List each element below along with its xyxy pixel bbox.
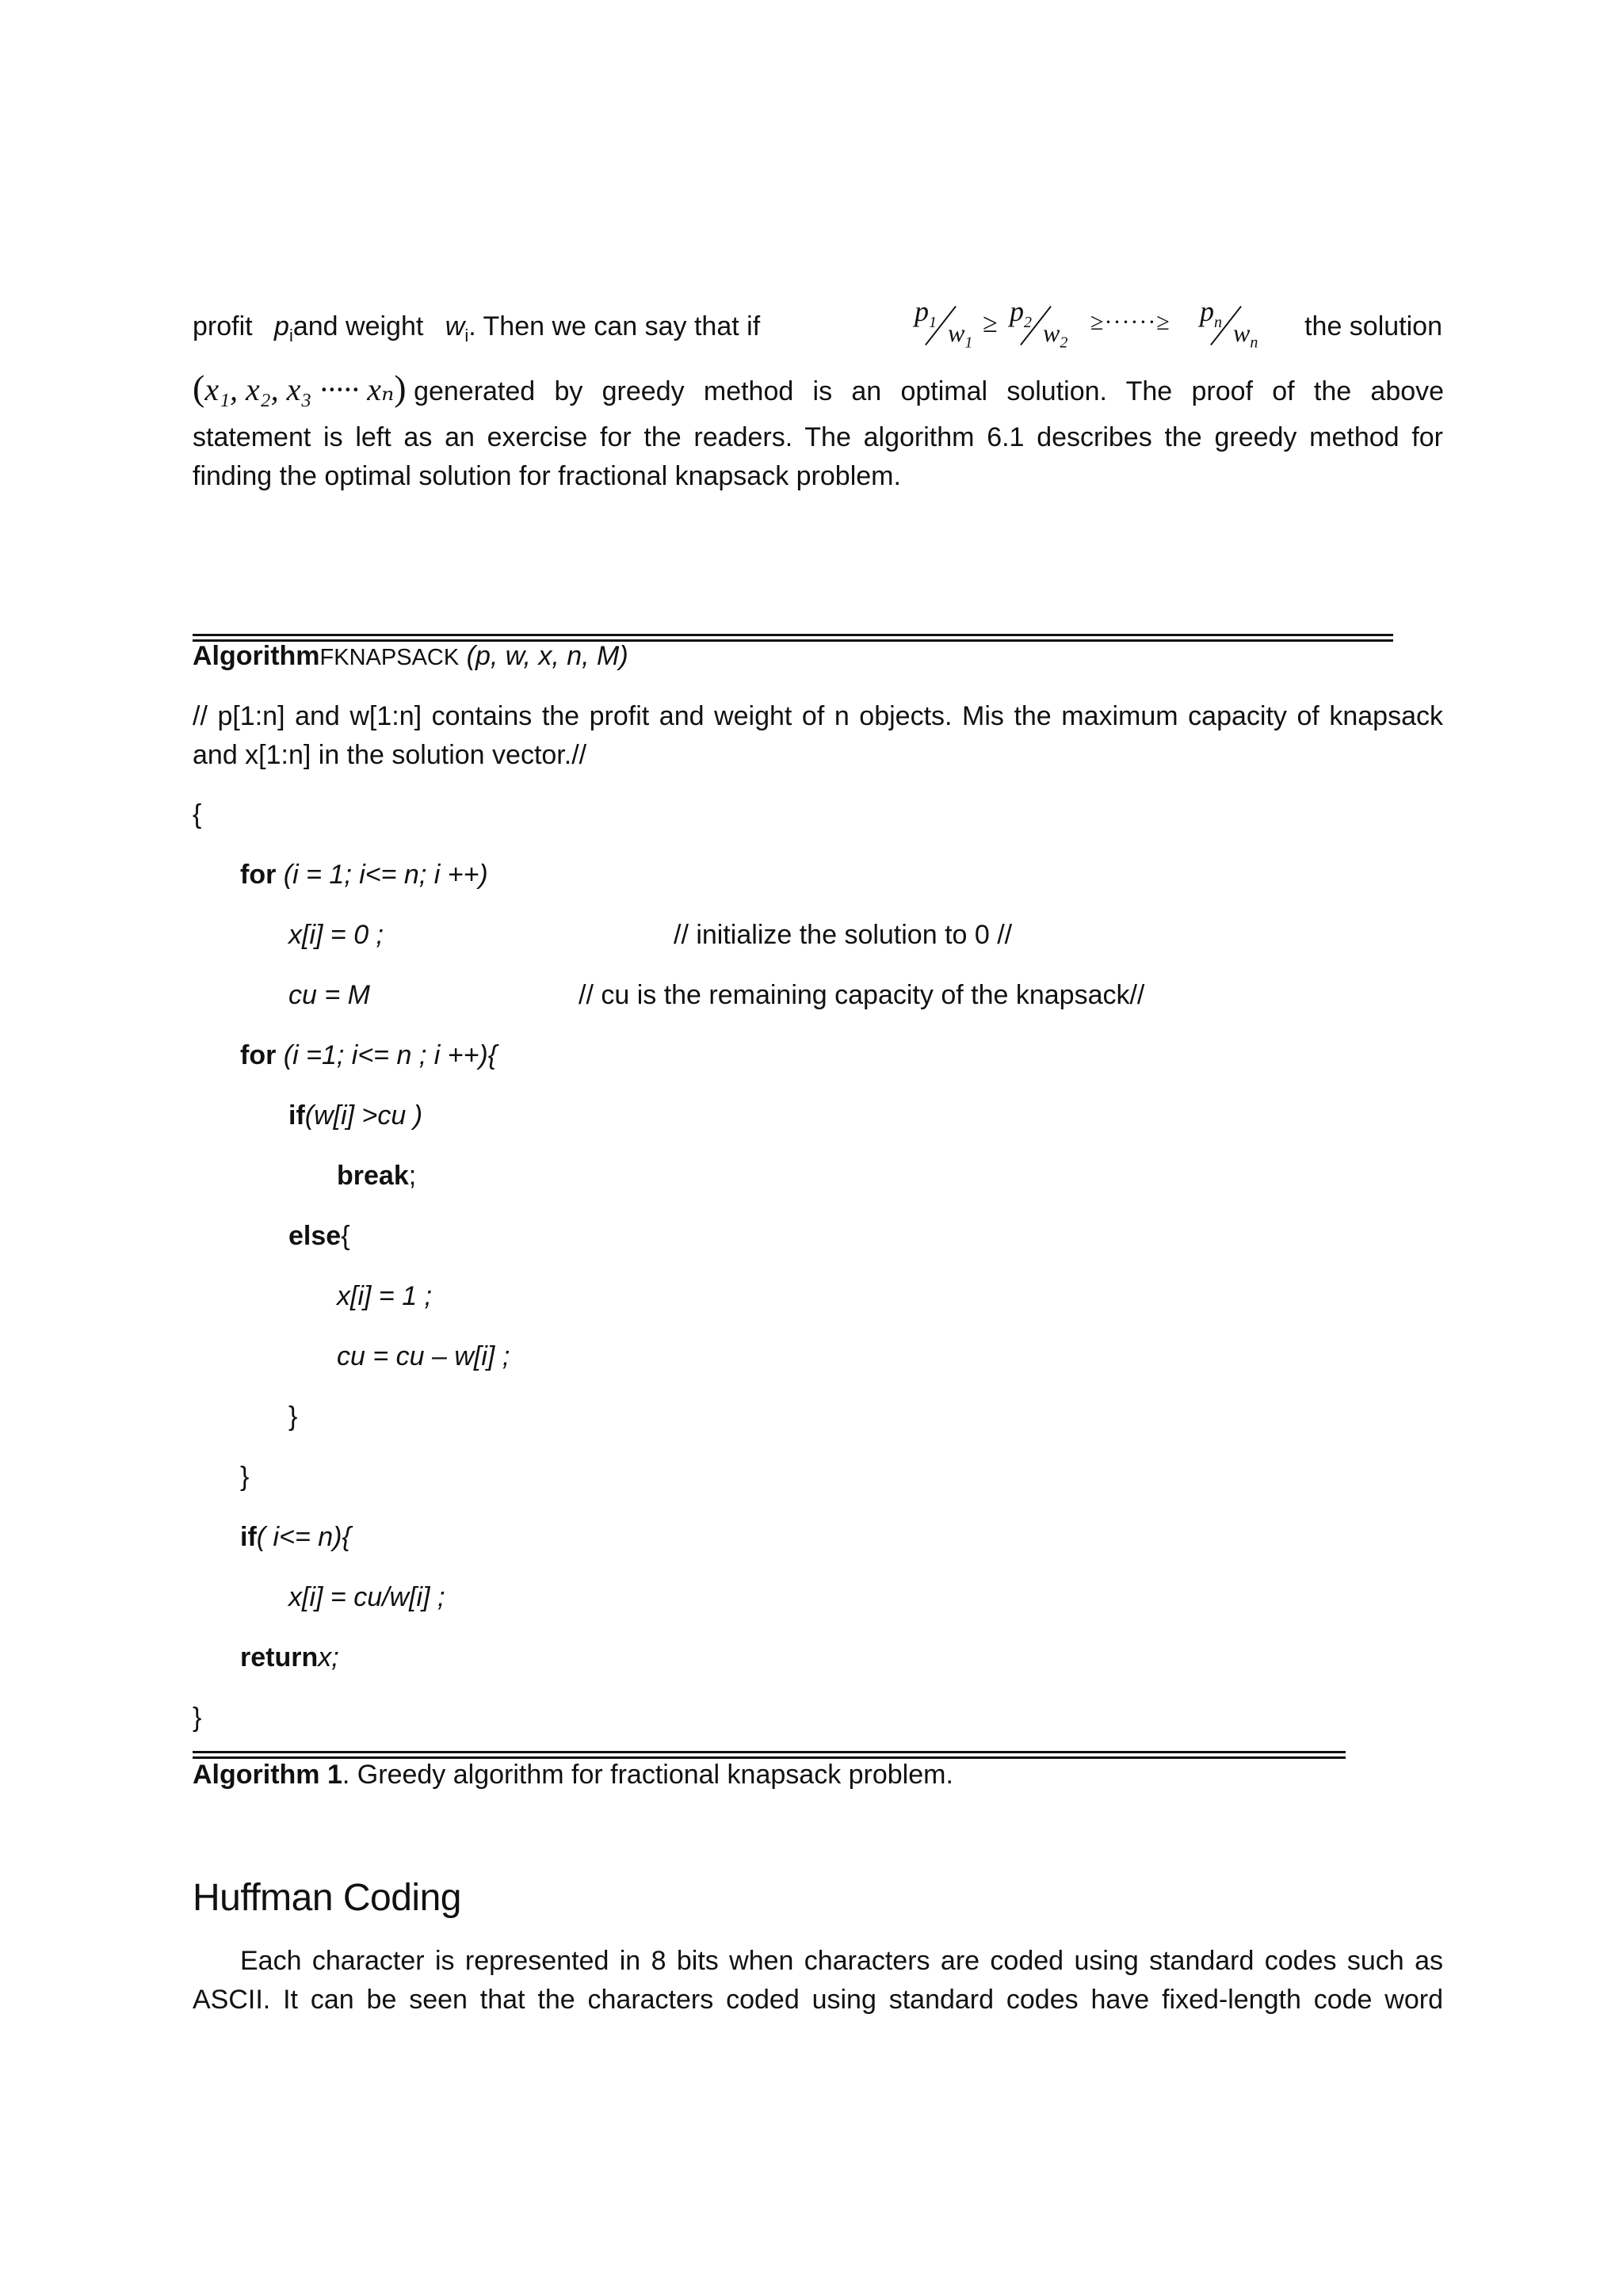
if-2-cond: ( i<= n){ [256, 1522, 351, 1552]
algorithm-header [193, 640, 628, 673]
intro-line-2 [193, 368, 1445, 408]
assign-x-fraction: x[i] = cu/w[i] ; [288, 1582, 445, 1612]
assign-x-zero: x[i] = 0 ; [288, 920, 384, 950]
else-statement: else{ [288, 1221, 350, 1251]
kw-for-1: for [240, 860, 277, 890]
close-for-brace: } [240, 1462, 250, 1492]
return-statement: returnx; [240, 1642, 339, 1672]
intro-sub-i: i [288, 325, 293, 345]
for-loop-2-cond: (i =1; i<= n ; i ++){ [283, 1040, 498, 1070]
open-brace: { [193, 799, 202, 830]
intro-line-4: finding the optimal solution for fractional knapsack problem. [193, 461, 901, 491]
fraction-p2-w2: $p_2$ $w_2$ [1010, 296, 1068, 352]
close-else-brace: } [288, 1402, 298, 1432]
kw-if-1: if [288, 1100, 305, 1131]
intro-then-clause: . Then we can say that if [468, 311, 761, 341]
intro-sub-i2: i [464, 325, 469, 345]
geq-symbol: ≥ [983, 309, 998, 338]
intro-word-profit: profit [193, 311, 253, 341]
algorithm-name: FKNAPSACK [319, 645, 460, 670]
kw-else: else [288, 1221, 342, 1251]
ratio-inequality [903, 295, 1284, 358]
algorithm-args: (p, w, x, n, M) [466, 641, 628, 671]
fraction-pn-wn: $p_n$ $w_n$ [1200, 296, 1258, 352]
section-paragraph-1: Each character is represented in 8 bits when characters are coded using standard codes such as [240, 1946, 1443, 1976]
assign-cu: cu = M [288, 980, 370, 1010]
intro-var-p: p [274, 311, 289, 341]
for-loop-2 [240, 1039, 497, 1071]
geq-dots: ≥······≥ [1090, 309, 1170, 335]
fraction-p1-w1: $p_1$ $w_1$ [915, 296, 973, 352]
kw-break: break [337, 1161, 409, 1191]
if-statement-1 [288, 1100, 422, 1131]
comment-cu: // cu is the remaining capacity of the knapsack// [579, 980, 1145, 1010]
intro-and-weight: and weight [292, 311, 424, 341]
intro-the-solution: the solution [1304, 311, 1442, 341]
solution-vector: (x₁, x₂, x₃ ····· xₙ) [193, 368, 407, 408]
intro-generated-text: generated by greedy method is an optimal solution. The proof of the above [414, 376, 1445, 406]
kw-return: return [240, 1642, 319, 1672]
assign-x-one: x[i] = 1 ; [337, 1281, 432, 1311]
comment-initialize: // initialize the solution to 0 // [674, 920, 1013, 950]
if-1-cond: (w[i] >cu ) [304, 1100, 423, 1131]
assign-cu-minus: cu = cu – w[i] ; [337, 1341, 510, 1371]
kw-for-2: for [240, 1040, 277, 1070]
caption-label: Algorithm 1 [193, 1760, 342, 1790]
for-loop-1-cond: (i = 1; i<= n; i ++) [283, 860, 488, 890]
intro-line-3: statement is left as an exercise for the readers. The algorithm 6.1 describes the greedy method for [193, 422, 1443, 452]
algorithm-label: Algorithm [193, 641, 320, 671]
close-brace: } [193, 1703, 202, 1733]
break-statement: break; [337, 1161, 417, 1191]
algorithm-bottom-rule [193, 1751, 1346, 1759]
algorithm-comment-2: and x[1:n] in the solution vector.// [193, 740, 587, 770]
for-loop-1 [240, 859, 488, 891]
section-paragraph-2: ASCII. It can be seen that the characters coded using standard codes have fixed-length code word [193, 1985, 1443, 2015]
algorithm-comment-1: // p[1:n] and w[1:n] contains the profit and weight of n objects. Mis the maximum capacity of knapsack [193, 701, 1443, 731]
kw-if-2: if [240, 1522, 257, 1552]
algorithm-caption [193, 1759, 953, 1791]
if-statement-2 [240, 1521, 351, 1553]
caption-text: . Greedy algorithm for fractional knapsack problem. [342, 1760, 953, 1790]
section-heading: Huffman Coding [193, 1877, 461, 1919]
intro-var-w: w [445, 311, 465, 341]
